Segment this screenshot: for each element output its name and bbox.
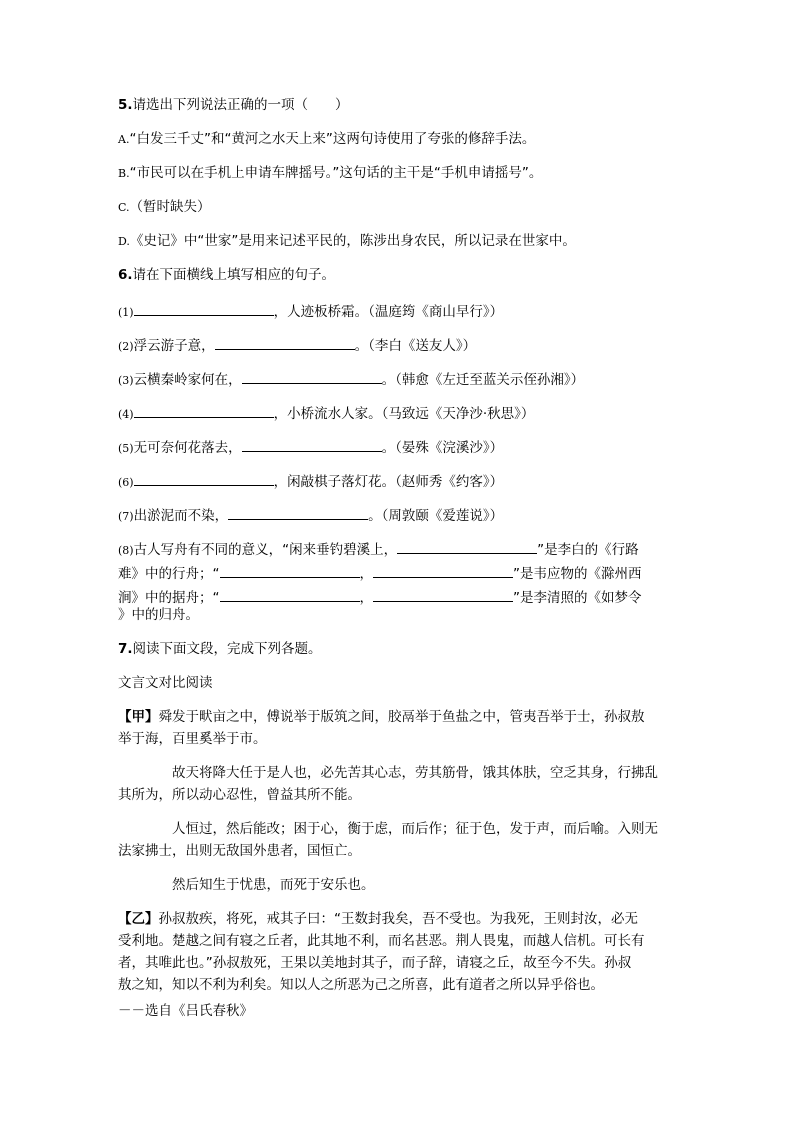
jia-p4: 然后知生于忧患，而死于安乐也。: [172, 877, 375, 893]
item-index: (5): [118, 442, 134, 455]
item-text: 云横秦岭家何在，: [133, 372, 242, 388]
q5-option-a: [118, 131, 535, 148]
item-index: (8): [118, 544, 134, 557]
item-text: ”是韦应物的《滁州西: [513, 566, 642, 582]
fill-blank[interactable]: [228, 505, 368, 520]
source-note: －－选自《吕氏春秋》: [118, 1003, 253, 1019]
fill-blank[interactable]: [220, 587, 360, 602]
q6-stem: [118, 267, 335, 284]
fill-blank[interactable]: [373, 587, 513, 602]
option-letter: B.: [118, 167, 130, 180]
item-index: (7): [118, 510, 134, 523]
q6-item-2: [118, 335, 476, 355]
q5-number: 5.: [118, 97, 133, 113]
option-text: 《史记》中“世家”是用来记述平民的，陈涉出身农民，所以记录在世家中。: [129, 233, 576, 249]
q6-item-6: [118, 471, 503, 491]
jia-line-1: [118, 709, 645, 726]
item-text: 。（韩愈《左迁至蓝关示侄孙湘》）: [381, 372, 585, 388]
item-text: ，人迹板桥霜。（温庭筠《商山早行》）: [273, 304, 504, 320]
item-index: (6): [118, 476, 134, 489]
yi-line-4: 敖之知，知以不利为利矣。知以人之所恶为己之所喜，此有道者之所以异乎俗也。: [118, 977, 604, 993]
q5-option-c: [118, 199, 211, 216]
jia-p3-line-2: 法家拂士，出则无敌国外患者，国恒亡。: [118, 843, 361, 859]
q6-number: 6.: [118, 267, 133, 283]
item-text: ”是李清照的《如梦令: [513, 590, 642, 606]
fill-blank[interactable]: [242, 369, 382, 384]
q7-stem: [118, 641, 322, 658]
fill-blank[interactable]: [242, 437, 382, 452]
option-letter: A.: [118, 133, 130, 146]
q5-option-b: [118, 165, 542, 182]
item-text: 难》中的行舟；“: [118, 566, 220, 582]
q6-item-7: [118, 505, 503, 525]
item-text: 古人写舟有不同的意义，“闲来垂钓碧溪上，: [133, 542, 398, 558]
q6-item-3: [118, 369, 584, 389]
fill-blank[interactable]: [134, 301, 274, 316]
item-text: 。（周敦颐《爱莲说》）: [368, 508, 504, 524]
passage-tag: 【甲】: [118, 709, 159, 725]
item-index: (1): [118, 306, 134, 319]
item-text: ，: [359, 566, 373, 582]
item-text: ，: [359, 590, 373, 606]
item-text: 》中的归舟。: [118, 607, 199, 623]
fill-blank[interactable]: [373, 563, 513, 578]
jia-line-2: 举于海，百里奚举于市。: [118, 731, 267, 747]
fill-blank[interactable]: [215, 335, 355, 350]
q6-item-8-line-2: [118, 563, 642, 583]
q6-item-1: [118, 301, 503, 321]
option-letter: C.: [118, 201, 130, 214]
jia-p2-line-1: 故天将降大任于是人也，必先苦其心志，劳其筋骨，饿其体肤，空乏其身，行拂乱: [172, 765, 658, 781]
item-text: ”是李白的《行路: [537, 542, 639, 558]
item-text: ，闲敲棋子落灯花。（赵师秀《约客》）: [273, 474, 504, 490]
passage-text: 孙叔敖疾，将死，戒其子曰：“王数封我矣，吾不受也。为我死，王则封汝，必无: [158, 911, 638, 927]
fill-blank[interactable]: [220, 563, 360, 578]
q7-subtitle: 文言文对比阅读: [118, 675, 213, 691]
fill-blank[interactable]: [134, 471, 274, 486]
q6-item-8-line-3: [118, 587, 642, 607]
item-index: (3): [118, 374, 134, 387]
item-text: 。（李白《送友人》）: [354, 338, 477, 354]
yi-line-3: 者，其唯此也。”孙叔敖死，王果以美地封其子，而子辞，请寝之丘，故至今不失。孙叔: [118, 955, 632, 971]
item-text: 涧》中的据舟；“: [118, 590, 220, 606]
yi-line-2: 受利地。楚越之间有寝之丘者，此其地不利，而名甚恶。荆人畏鬼，而越人信机。可长有: [118, 933, 645, 949]
q6-item-4: [118, 403, 534, 423]
fill-blank[interactable]: [397, 539, 537, 554]
q6-item-8-line-1: [118, 539, 639, 559]
option-text: “市民可以在手机上申请车牌摇号。”这句话的主干是“手机申请摇号”。: [129, 165, 543, 181]
q7-number: 7.: [118, 641, 133, 657]
item-text: 无可奈何花落去，: [133, 440, 242, 456]
item-index: (2): [118, 340, 134, 353]
passage-tag: 【乙】: [118, 911, 159, 927]
option-text: “白发三千丈”和“黄河之水天上来”这两句诗使用了夸张的修辞手法。: [129, 131, 536, 147]
yi-line-1: [118, 911, 638, 928]
q7-stem-text: 阅读下面文段，完成下列各题。: [132, 641, 322, 657]
q6-stem-text: 请在下面横线上填写相应的句子。: [132, 267, 336, 283]
item-text: 出淤泥而不染，: [133, 508, 229, 524]
q5-stem: [118, 97, 349, 114]
item-text: ，小桥流水人家。（马致远《天净沙·秋思》）: [273, 406, 535, 422]
q5-stem-text: 请选出下列说法正确的一项（ ）: [132, 97, 349, 113]
fill-blank[interactable]: [134, 403, 274, 418]
item-text: 。（晏殊《浣溪沙》）: [381, 440, 504, 456]
item-text: 浮云游子意，: [133, 338, 215, 354]
q6-item-8-line-4: [118, 607, 199, 624]
item-index: (4): [118, 408, 134, 421]
option-text: （暂时缺失）: [129, 199, 211, 215]
q6-item-5: [118, 437, 503, 457]
passage-text: 舜发于畎亩之中，傅说举于版筑之间，胶鬲举于鱼盐之中，管夷吾举于士，孙叔敖: [158, 709, 645, 725]
option-letter: D.: [118, 235, 130, 248]
jia-p2-line-2: 其所为，所以动心忍性，曾益其所不能。: [118, 787, 361, 803]
q5-option-d: [118, 233, 576, 250]
jia-p3-line-1: 人恒过，然后能改；困于心，衡于虑，而后作；征于色，发于声，而后喻。入则无: [172, 821, 658, 837]
